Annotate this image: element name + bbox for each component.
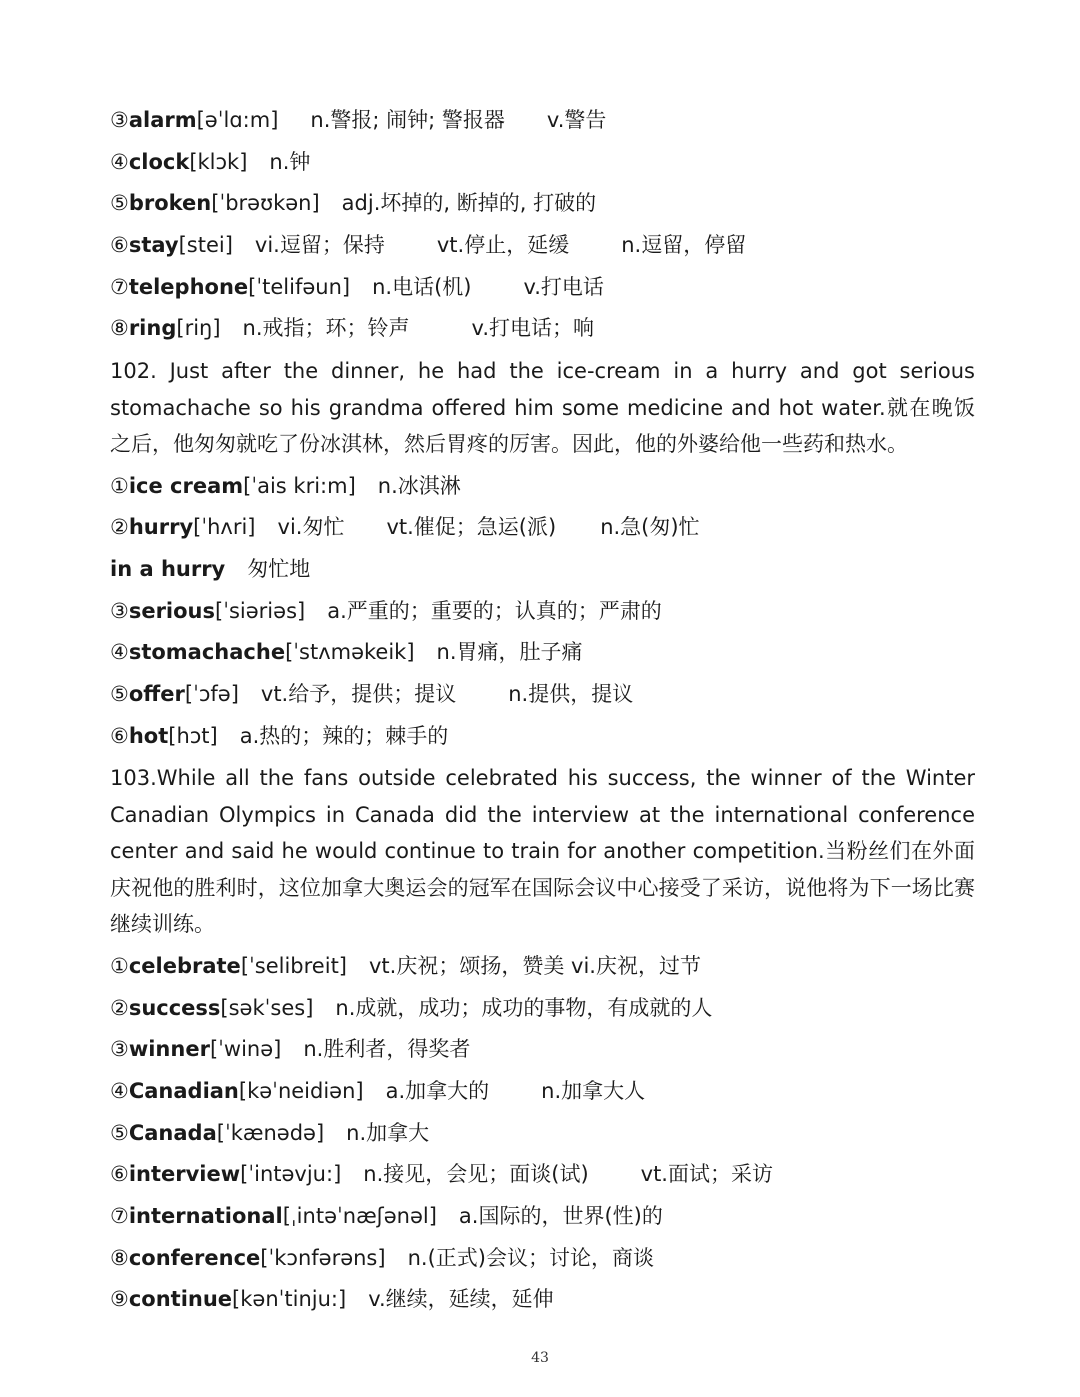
vocab-entry: ⑥stay[stei] vi.逗留；保持 vt.停止，延缓 n.逗留，停留 [110, 233, 747, 258]
vocab-entry: ⑦international[ˌintəˈnæʃənəl] a.国际的，世界(性)的 [110, 1204, 663, 1229]
vocab-entry: ②hurry[ˈhʌri] vi.匆忙 vt.催促；急运(派) n.急(匆)忙 [110, 515, 700, 540]
vocab-entry: ③serious[ˈsiəriəs] a.严重的；重要的；认真的；严肃的 [110, 598, 662, 623]
vocab-list-1 [110, 100, 975, 350]
sentence-text: 102. Just after the dinner, he had the ice-cream in a hurry and got serious stomachache so his grandma offered him some medicine and hot water.就在晚饭之后，他匆匆就吃了份冰淇林，然后胃疼的厉害。因此，他的外婆给他一些药和热水。 [110, 359, 975, 457]
sentence-text: 103.While all the fans outside celebrated his success, the winner of the Winter Canadian Olympics in Canada did the interview at the international conference center and said he would continue to train for another competition.当粉丝们在外面庆祝他的胜利时，这位加拿大奥运会的冠军在国际会议中心接受了采访，说他将为下一场比赛继续训练。 [110, 766, 975, 937]
vocab-entry: ⑧ring[riŋ] n.戒指；环；铃声 v.打电话；响 [110, 316, 595, 341]
vocab-entry: ⑨continue[kənˈtinju:] v.继续，延续，延伸 [110, 1287, 554, 1312]
vocab-entry: ⑧conference[ˈkɔnfərəns] n.(正式)会议；讨论，商谈 [110, 1245, 654, 1270]
vocab-entry: ④Canadian[kəˈneidiən] a.加拿大的 n.加拿大人 [110, 1079, 646, 1103]
document-body [110, 100, 975, 1321]
sentence-102 [110, 350, 975, 466]
vocab-entry: ①celebrate[ˈselibreit] vt.庆祝；颂扬，赞美 vi.庆祝，过节 [110, 953, 701, 978]
vocab-entry: ③alarm[əˈlɑ:m] n.警报; 闹钟; 警报器 v.警告 [110, 108, 607, 132]
vocab-entry: ③winner[ˈwinə] n.胜利者，得奖者 [110, 1037, 471, 1062]
vocab-entry: ⑤Canada[ˈkænədə] n.加拿大 [110, 1120, 430, 1145]
sentence-103 [110, 757, 975, 946]
vocab-entry: ①ice cream[ˈais kri:m] n.冰淇淋 [110, 473, 461, 498]
phrase-entry: in a hurry 匆忙地 [110, 557, 311, 581]
vocab-entry: ⑤broken[ˈbrəʊkən] adj.坏掉的, 断掉的, 打破的 [110, 191, 597, 216]
vocab-entry: ⑤offer[ˈɔfə] vt.给予，提供；提议 n.提供，提议 [110, 682, 634, 707]
page-number: 43 [531, 1350, 549, 1366]
vocab-entry: ④stomachache[ˈstʌməkeik] n.胃痛，肚子痛 [110, 640, 583, 665]
vocab-list-3 [110, 591, 975, 758]
vocab-entry: ⑥hot[hɔt] a.热的；辣的；棘手的 [110, 723, 449, 748]
vocab-entry: ④clock[klɔk] n.钟 [110, 149, 311, 174]
vocab-entry: ②success[səkˈses] n.成就，成功；成功的事物，有成就的人 [110, 995, 713, 1020]
vocab-entry: ⑦telephone[ˈtelifəun] n.电话(机) v.打电话 [110, 274, 604, 299]
vocab-entry: ⑥interview[ˈintəvju:] n.接见，会见；面谈(试) vt.面试；采访 [110, 1162, 773, 1187]
vocab-list-4 [110, 946, 975, 1321]
vocab-list-2 [110, 466, 975, 591]
